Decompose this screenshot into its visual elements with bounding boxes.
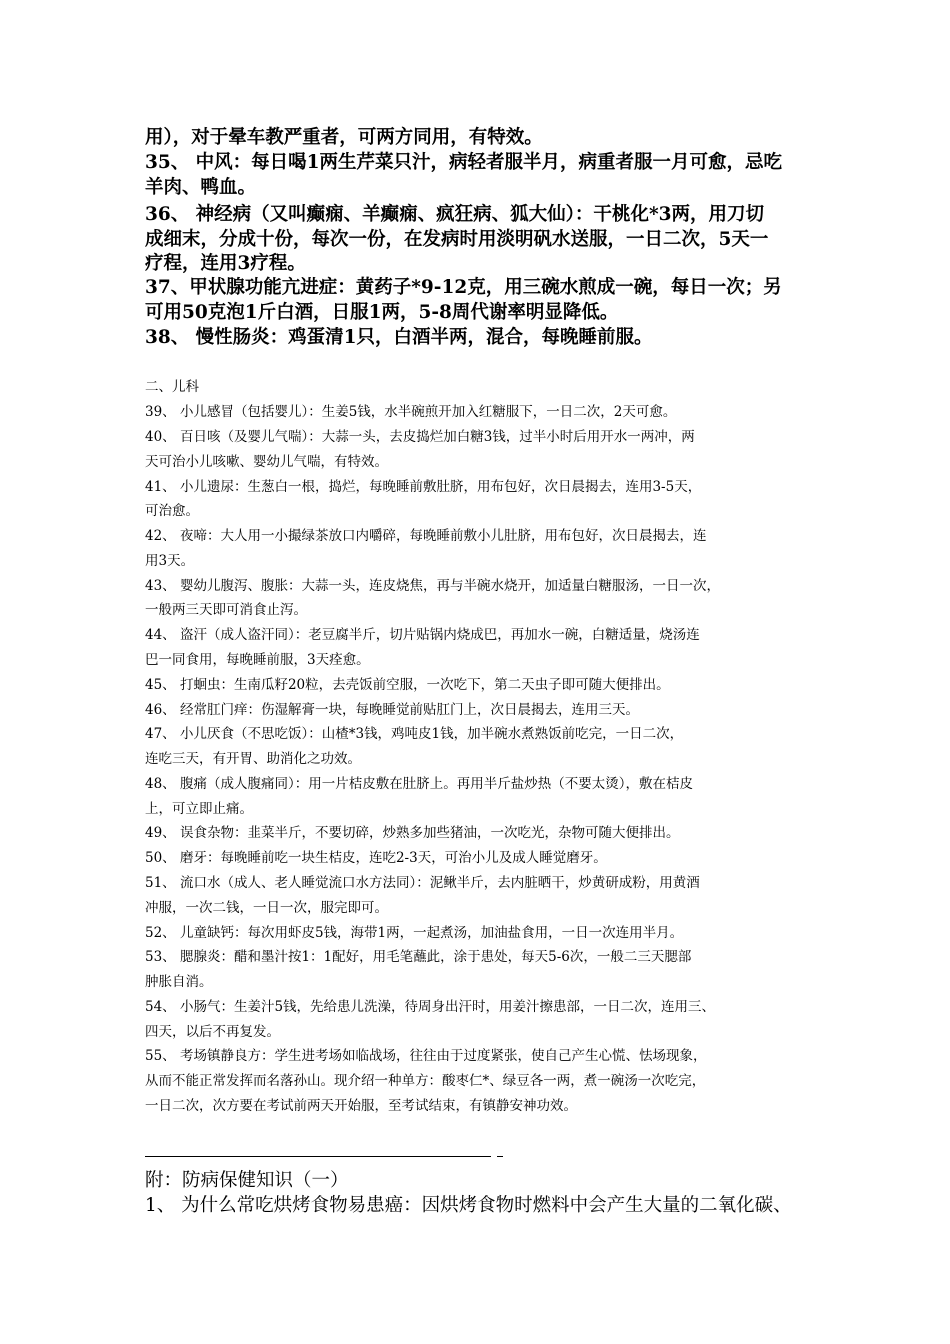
text-line: 44、 盗汗（成人盗汗同）：老豆腐半斤，切片贴锅内烧成巴，再加水一碗，白糖适量，烧汤连: [145, 627, 700, 643]
text-line: 37、甲状腺功能亢进症：黄药子*9-12克，用三碗水煎成一碗，每日一次；另: [145, 277, 782, 298]
text-line: 42、 夜啼：大人用一小撮绿茶放口内嚼碎，每晚睡前敷小儿肚脐，用布包好，次日晨揭去，连: [145, 528, 707, 544]
text-line: 53、 腮腺炎：醋和墨汁按1：1配好，用毛笔蘸此，涂于患处，每天5-6次，一般二三天腮部: [145, 949, 692, 965]
text-line: 35、 中风：每日喝1两生芹菜只汁，病轻者服半月，病重者服一月可愈，忌吃: [145, 152, 783, 173]
text-line: 上，可立即止痛。: [145, 801, 253, 817]
text-line: 45、 打蛔虫：生南瓜籽20粒，去壳饭前空服，一次吃下，第二天虫子即可随大便排出。: [145, 677, 670, 693]
text-line: 41、 小儿遗尿：生葱白一根，捣烂，每晚睡前敷肚脐，用布包好，次日晨揭去，连用3-5天，: [145, 479, 702, 495]
text-line: 49、 误食杂物：韭菜半斤，不要切碎，炒熟多加些猪油，一次吃光，杂物可随大便排出。: [145, 825, 680, 841]
horizontal-rule-dash: [497, 1156, 503, 1157]
text-line: 51、 流口水（成人、老人睡觉流口水方法同）：泥鳅半斤，去内脏晒干，炒黄研成粉，用黄酒: [145, 875, 700, 891]
text-line: 36、 神经病（又叫癫痫、羊癫痫、疯狂病、狐大仙）：干桃化*3两，用刀切: [145, 204, 764, 225]
text-line: 羊肉、鸭血。: [145, 177, 257, 198]
text-line: 冲服，一次二钱，一日一次，服完即可。: [145, 900, 388, 916]
text-line: 从而不能正常发挥而名落孙山。现介绍一种单方：酸枣仁*、绿豆各一两，煮一碗汤一次吃完，: [145, 1073, 706, 1089]
text-line: 一般两三天即可消食止泻。: [145, 602, 307, 618]
text-line: 43、 婴幼儿腹泻、腹胀：大蒜一头，连皮烧焦，再与半碗水烧开，加适量白糖服汤，一日一次，: [145, 578, 720, 594]
text-line: 一日二次，次方要在考试前两天开始服，至考试结束，有镇静安神功效。: [145, 1098, 577, 1114]
text-line: 48、 腹痛（成人腹痛同）：用一片桔皮敷在肚脐上。再用半斤盐炒热（不要太烫），敷在桔皮: [145, 776, 693, 792]
text-line: 疗程，连用3疗程。: [145, 253, 306, 274]
text-line: 55、 考场镇静良方：学生进考场如临战场，往往由于过度紧张，使自己产生心慌、怯场现象，: [145, 1048, 707, 1064]
text-line: 40、 百日咳（及婴儿气喘）：大蒜一头，去皮捣烂加白糖3钱，过半小时后用开水一两冲，两: [145, 429, 695, 445]
text-line: 连吃三天，有开胃、助消化之功效。: [145, 751, 361, 767]
text-line: 可治愈。: [145, 503, 199, 519]
text-line: 巴一同食用，每晚睡前服，3天痊愈。: [145, 652, 370, 668]
text-line: 47、 小儿厌食（不思吃饭）：山楂*3钱，鸡吨皮1钱，加半碗水煮熟饭前吃完，一日二次，: [145, 726, 684, 742]
text-line: 四天，以后不再复发。: [145, 1024, 280, 1040]
horizontal-rule: [145, 1156, 491, 1157]
text-line: 54、 小肠气：生姜汁5钱，先给患儿洗澡，待周身出汗时，用姜汁擦患部，一日二次，连用三、: [145, 999, 716, 1015]
text-line: 46、 经常肛门痒：伤湿解膏一块，每晚睡觉前贴肛门上，次日晨揭去，连用三天。: [145, 702, 639, 718]
text-line: 肿胀自消。: [145, 974, 213, 990]
text-line: 用3天。: [145, 553, 195, 569]
text-line: 天可治小儿咳嗽、婴幼儿气喘，有特效。: [145, 454, 388, 470]
text-line: 39、 小儿感冒（包括婴儿）：生姜5钱，水半碗煎开加入红糖服下，一日二次，2天可愈。: [145, 404, 677, 420]
text-line: 成细末，分成十份，每次一份，在发病时用淡明矾水送服，一日二次，5天一: [145, 229, 769, 250]
text-line: 50、 磨牙：每晚睡前吃一块生桔皮，连吃2-3天，可治小儿及成人睡觉磨牙。: [145, 850, 607, 866]
text-line: 可用50克泡1斤白酒，日服1两，5-8周代谢率明显降低。: [145, 302, 619, 323]
text-line: 用），对于晕车教严重者，可两方同用，有特效。: [145, 127, 543, 148]
text-line: 1、 为什么常吃烘烤食物易患癌：因烘烤食物时燃料中会产生大量的二氧化碳、: [145, 1195, 792, 1216]
text-line: 52、 儿童缺钙：每次用虾皮5钱，海带1两，一起煮汤，加油盐食用，一日一次连用半月。: [145, 925, 684, 941]
text-line: 38、 慢性肠炎：鸡蛋清1只，白酒半两，混合，每晚睡前服。: [145, 327, 653, 348]
section-heading: 二、儿科: [145, 379, 199, 395]
appendix-heading: 附：防病保健知识（一）: [145, 1170, 349, 1191]
